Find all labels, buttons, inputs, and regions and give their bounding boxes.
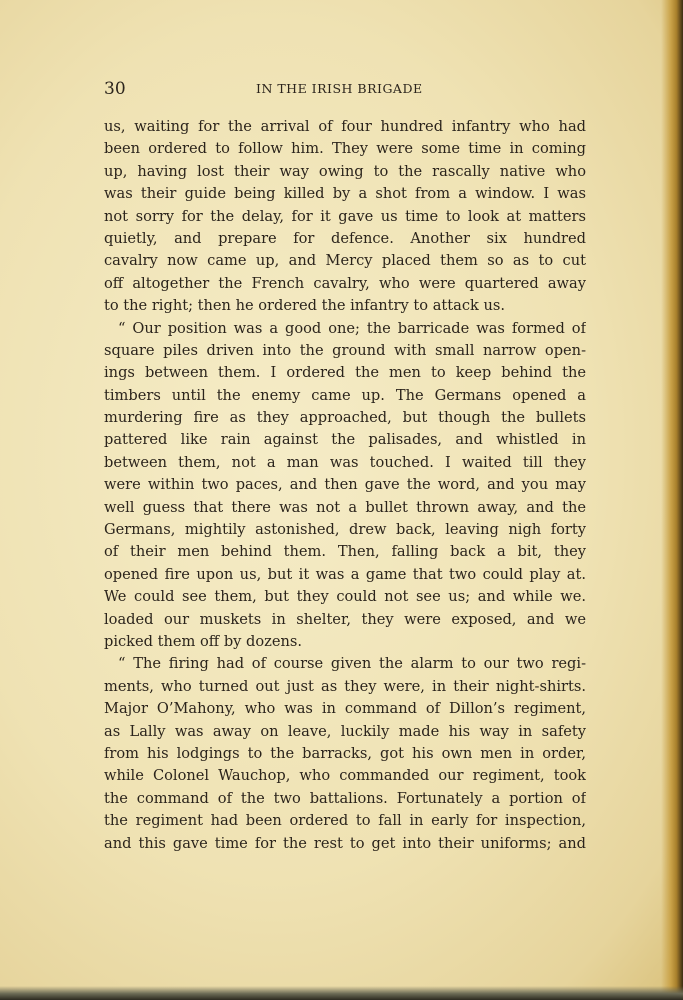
text-line: was their guide being killed by a shot from a window. I was: [104, 185, 586, 203]
text-line: while Colonel Wauchop, who commanded our regiment, took: [104, 767, 586, 785]
body-text: [104, 116, 586, 855]
text-line: picked them off by dozens.: [104, 632, 303, 650]
text-line: ments, who turned out just as they were, in their night-shirts.: [104, 677, 586, 695]
text-line: from his lodgings to the barracks, got his own men in order,: [104, 744, 586, 762]
text-line: to the right; then he ordered the infantry to attack us.: [104, 297, 506, 315]
text-line: and this gave time for the rest to get into their uniforms; and: [104, 834, 586, 852]
text-line: ings between them. I ordered the men to keep behind the: [104, 364, 586, 382]
page-header: [104, 78, 586, 100]
text-line: cavalry now came up, and Mercy placed them so as to cut: [104, 252, 586, 270]
text-line: We could see them, but they could not see us; and while we.: [104, 588, 586, 606]
text-line: “ The firing had of course given the alarm to our two regi-: [118, 655, 586, 673]
running-title: IN THE IRISH BRIGADE: [256, 81, 423, 96]
page-edge-shadow: [661, 0, 683, 1000]
text-line: of their men behind them. Then, falling back a bit, they: [104, 543, 586, 561]
text-line: Major O’Mahony, who was in command of Dillon’s regiment,: [104, 700, 586, 718]
page-number: 30: [104, 79, 126, 99]
text-line: the command of the two battalions. Fortunately a portion of: [104, 789, 586, 807]
text-line: square piles driven into the ground with small narrow open-: [104, 341, 586, 359]
text-line: were within two paces, and then gave the word, and you may: [104, 476, 586, 494]
text-line: loaded our muskets in shelter, they were exposed, and we: [104, 610, 586, 628]
text-line: well guess that there was not a bullet thrown away, and the: [104, 498, 586, 516]
text-line: murdering fire as they approached, but though the bullets: [104, 409, 586, 427]
text-line: opened fire upon us, but it was a game that two could play at.: [104, 565, 586, 583]
text-line: been ordered to follow him. They were some time in coming: [104, 140, 586, 158]
text-line: the regiment had been ordered to fall in early for inspection,: [104, 812, 586, 830]
text-line: between them, not a man was touched. I waited till they: [104, 453, 586, 471]
text-line: “ Our position was a good one; the barricade was formed of: [118, 319, 586, 337]
text-line: Germans, mightily astonished, drew back, leaving nigh forty: [104, 521, 586, 539]
text-line: pattered like rain against the palisades, and whistled in: [104, 431, 586, 449]
text-line: as Lally was away on leave, luckily made his way in safety: [104, 722, 586, 740]
page-bottom-shadow: [0, 986, 683, 1000]
text-line: timbers until the enemy came up. The Germans opened a: [104, 386, 586, 404]
text-line: us, waiting for the arrival of four hundred infantry who had: [104, 118, 586, 135]
text-line: not sorry for the delay, for it gave us time to look at matters: [104, 207, 586, 225]
text-line: quietly, and prepare for defence. Another six hundred: [104, 229, 586, 247]
text-line: up, having lost their way owing to the rascally native who: [104, 162, 586, 180]
text-line: off altogether the French cavalry, who were quartered away: [104, 274, 586, 292]
